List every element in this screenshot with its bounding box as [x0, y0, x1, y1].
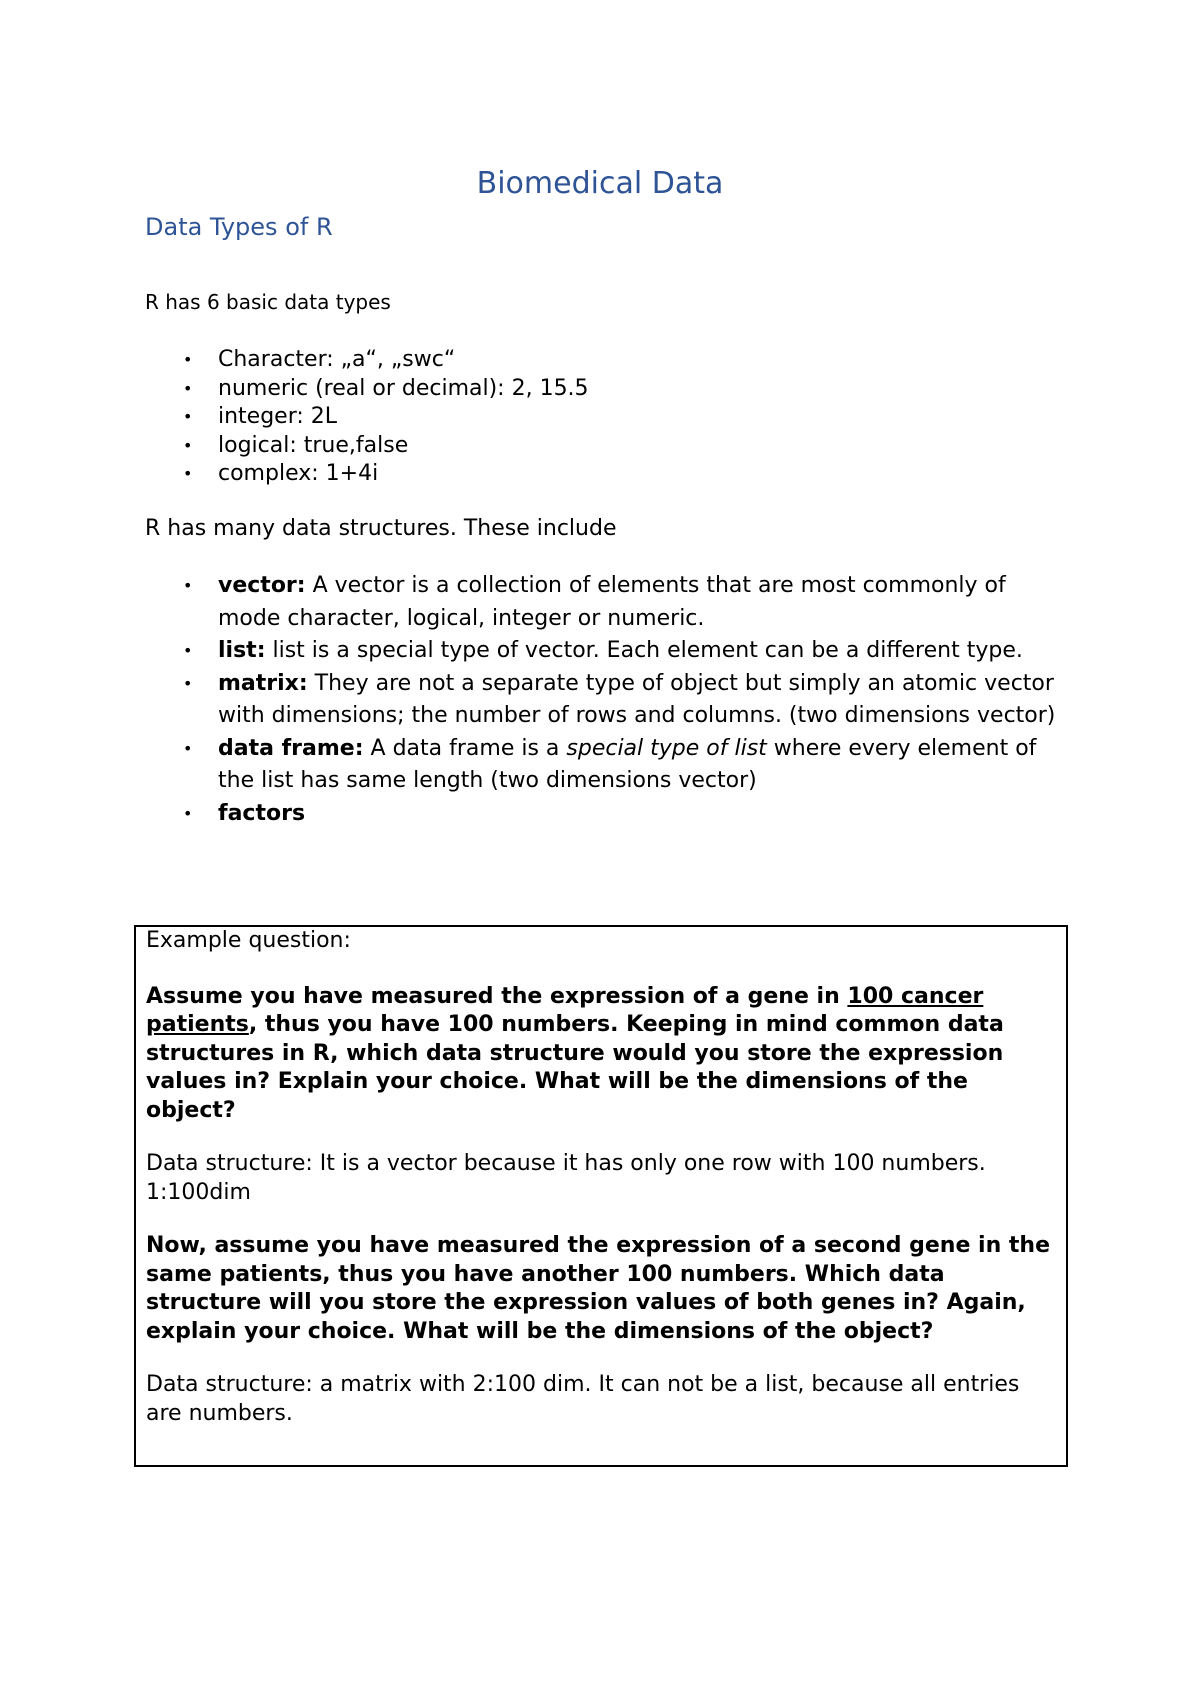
bullet-icon: •	[183, 407, 193, 426]
question-1-suffix: , thus you have 100 numbers. Keeping in mind common data structures in R, which data structure would you store the expression values in? Explain your choice. What will be the dimensions of the object?	[146, 1012, 1004, 1123]
bullet-icon: •	[183, 673, 193, 693]
bullet-icon: •	[183, 641, 193, 660]
basic-types-list	[145, 346, 589, 489]
answer-1: Data structure: It is a vector because it has only one row with 100 numbers. 1:100dim	[146, 1151, 986, 1205]
structure-description: A data frame is a	[363, 735, 567, 761]
structure-term: vector:	[218, 573, 306, 598]
bullet-icon: •	[183, 738, 193, 758]
bullet-icon: •	[183, 378, 193, 398]
example-label: Example question:	[146, 928, 351, 953]
list-item	[145, 375, 589, 404]
basic-type-text: complex: 1+4i	[218, 461, 379, 486]
structure-emphasis: special type of list	[566, 735, 767, 761]
structure-term: data frame:	[218, 735, 364, 761]
bullet-icon: •	[183, 464, 193, 483]
bullet-icon: •	[183, 576, 193, 595]
structure-description: A vector is a collection of elements that are most commonly of mode character, logical, integer or numeric.	[218, 573, 1006, 631]
page-title: Biomedical Data	[476, 166, 724, 201]
question-1-prefix: Assume you have measured the expression of a gene in	[146, 983, 848, 1009]
bullet-icon: •	[183, 350, 193, 369]
structures-intro: R has many data structures. These include	[145, 516, 617, 541]
basic-type-text: Character: „a“, „swc“	[218, 347, 456, 372]
question-1-underlined: 100 cancer patients	[146, 983, 984, 1037]
list-item	[145, 460, 589, 489]
basic-types-intro: R has 6 basic data types	[145, 290, 391, 314]
bullet-icon: •	[183, 803, 193, 823]
structure-term: matrix:	[218, 670, 308, 696]
list-item	[145, 798, 1075, 831]
answer-2: Data structure: a matrix with 2:100 dim. It can not be a list, because all entries are numbers.	[146, 1372, 1020, 1426]
structure-description: They are not a separate type of object but simply an atomic vector with dimensions; the number of rows and columns. (two dimensions vector)	[218, 670, 1056, 728]
example-question-box	[134, 925, 1068, 1467]
bullet-icon: •	[183, 435, 193, 455]
list-item	[145, 346, 589, 375]
basic-type-text: logical: true,false	[218, 432, 409, 458]
structure-description: list is a special type of vector. Each element can be a different type.	[265, 638, 1023, 663]
question-1	[146, 983, 1058, 1126]
section-heading: Data Types of R	[145, 213, 333, 241]
structure-term: factors	[218, 800, 306, 826]
basic-type-text: integer: 2L	[218, 404, 338, 429]
structure-term: list:	[218, 638, 266, 663]
list-item	[145, 432, 589, 461]
question-2: Now, assume you have measured the expression of a second gene in the same patients, thus you have another 100 numbers. Which data structure will you store the expression values of both genes in? Again, explain your choice. What will be the dimensions of the object?	[146, 1233, 1051, 1344]
list-item	[145, 403, 589, 432]
list-item	[145, 635, 1075, 668]
list-item	[145, 668, 1075, 733]
structures-list	[145, 570, 1075, 830]
list-item	[145, 570, 1075, 635]
list-item	[145, 733, 1075, 798]
structure-description: where every element of the list has same length (two dimensions vector)	[218, 735, 1037, 793]
basic-type-text: numeric (real or decimal): 2, 15.5	[218, 375, 589, 401]
